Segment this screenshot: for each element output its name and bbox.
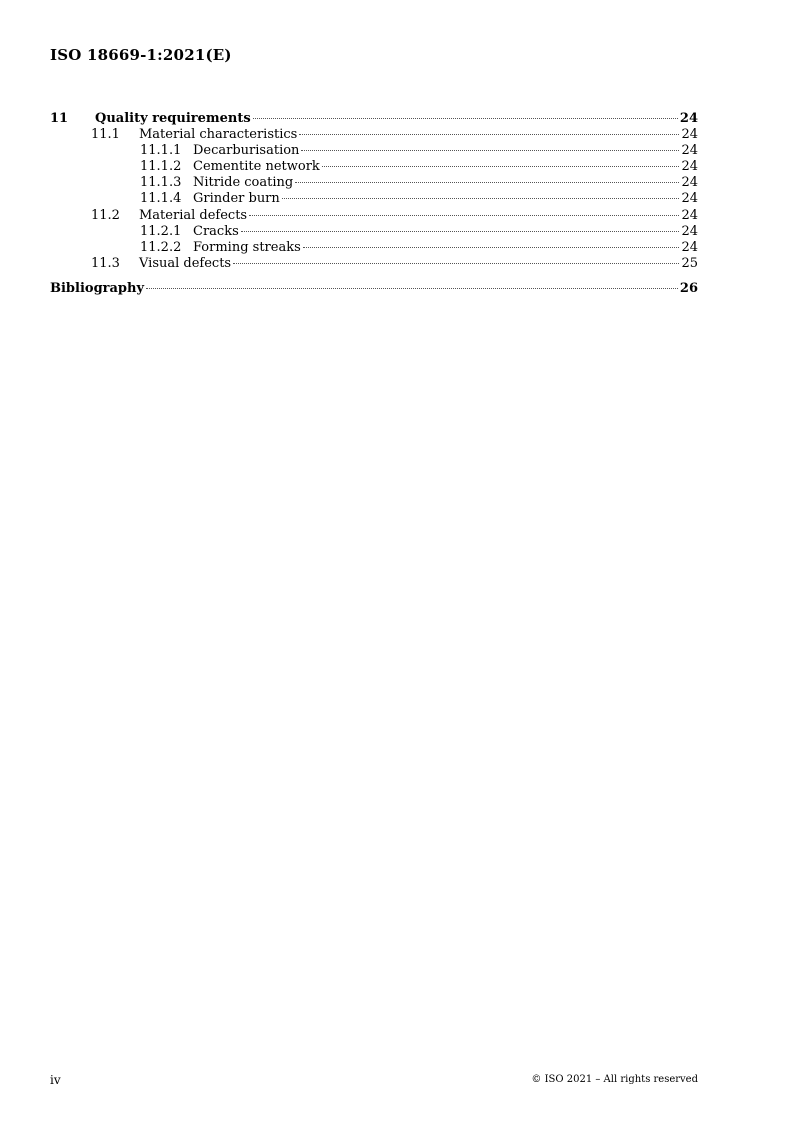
toc-entry-page: 26 bbox=[679, 280, 698, 296]
toc-entry-title: Cementite network bbox=[193, 159, 320, 175]
toc-entry-title: Nitride coating bbox=[193, 175, 294, 191]
toc-entry-page: 24 bbox=[681, 127, 698, 143]
toc-entry-11-1-2[interactable] bbox=[50, 159, 698, 175]
toc-entry-title: Cracks bbox=[193, 223, 239, 239]
dot-leader bbox=[295, 182, 679, 183]
toc-entry-page: 24 bbox=[681, 191, 698, 207]
toc-entry-page: 24 bbox=[681, 159, 698, 175]
toc-entry-11-1[interactable] bbox=[50, 127, 698, 143]
toc-entry-title: Quality requirements bbox=[95, 111, 251, 126]
toc-entry-number: 11.2 bbox=[91, 207, 120, 223]
toc-entry-title: Bibliography bbox=[50, 280, 145, 296]
toc-entry-title: Material characteristics bbox=[139, 127, 298, 143]
copyright-notice: © ISO 2021 – All rights reserved bbox=[531, 1074, 698, 1085]
page-number: iv bbox=[50, 1073, 61, 1087]
toc-entry-page: 24 bbox=[681, 175, 698, 191]
toc-entry-number: 11.1.3 bbox=[140, 175, 182, 191]
toc-entry-title: Decarburisation bbox=[193, 143, 300, 159]
toc-entry-11-1-4[interactable] bbox=[50, 191, 698, 207]
toc-entry-number: 11.1.4 bbox=[140, 191, 182, 207]
toc-entry-11-2-1[interactable] bbox=[50, 224, 698, 240]
toc-entry-number: 11.3 bbox=[91, 255, 120, 271]
table-of-contents bbox=[50, 111, 698, 297]
toc-entry-11-3[interactable] bbox=[50, 256, 698, 272]
dot-leader bbox=[322, 166, 680, 167]
toc-entry-title: Visual defects bbox=[139, 255, 232, 271]
dot-leader bbox=[146, 288, 678, 289]
toc-entry-page: 24 bbox=[681, 239, 698, 255]
toc-entry-11-2[interactable] bbox=[50, 208, 698, 224]
dot-leader bbox=[299, 134, 679, 135]
toc-entry-page: 24 bbox=[681, 143, 698, 159]
document-id-header: ISO 18669-1:2021(E) bbox=[50, 46, 232, 64]
toc-entry-number: 11.1.1 bbox=[140, 143, 182, 159]
toc-entry-title: Grinder burn bbox=[193, 191, 280, 207]
toc-entry-number: 11.1 bbox=[91, 127, 120, 143]
toc-entry-number: 11.2.1 bbox=[140, 223, 182, 239]
dot-leader bbox=[241, 231, 680, 232]
dot-leader bbox=[253, 118, 678, 119]
toc-entry-11-1-3[interactable] bbox=[50, 175, 698, 191]
dot-leader bbox=[301, 150, 679, 151]
toc-entry-title: Forming streaks bbox=[193, 239, 301, 255]
toc-entry-bibliography[interactable] bbox=[50, 281, 698, 297]
toc-entry-title: Material defects bbox=[139, 207, 248, 223]
toc-entry-11-2-2[interactable] bbox=[50, 240, 698, 256]
dot-leader bbox=[249, 215, 679, 216]
toc-entry-11[interactable] bbox=[50, 111, 698, 127]
dot-leader bbox=[303, 247, 680, 248]
toc-entry-page: 24 bbox=[681, 207, 698, 223]
toc-entry-11-1-1[interactable] bbox=[50, 143, 698, 159]
dot-leader bbox=[282, 198, 680, 199]
dot-leader bbox=[233, 263, 679, 264]
toc-entry-page: 24 bbox=[679, 111, 698, 126]
toc-entry-number: 11 bbox=[50, 111, 69, 126]
toc-entry-page: 25 bbox=[681, 255, 698, 271]
toc-entry-number: 11.1.2 bbox=[140, 159, 182, 175]
toc-entry-page: 24 bbox=[681, 223, 698, 239]
toc-entry-number: 11.2.2 bbox=[140, 239, 182, 255]
